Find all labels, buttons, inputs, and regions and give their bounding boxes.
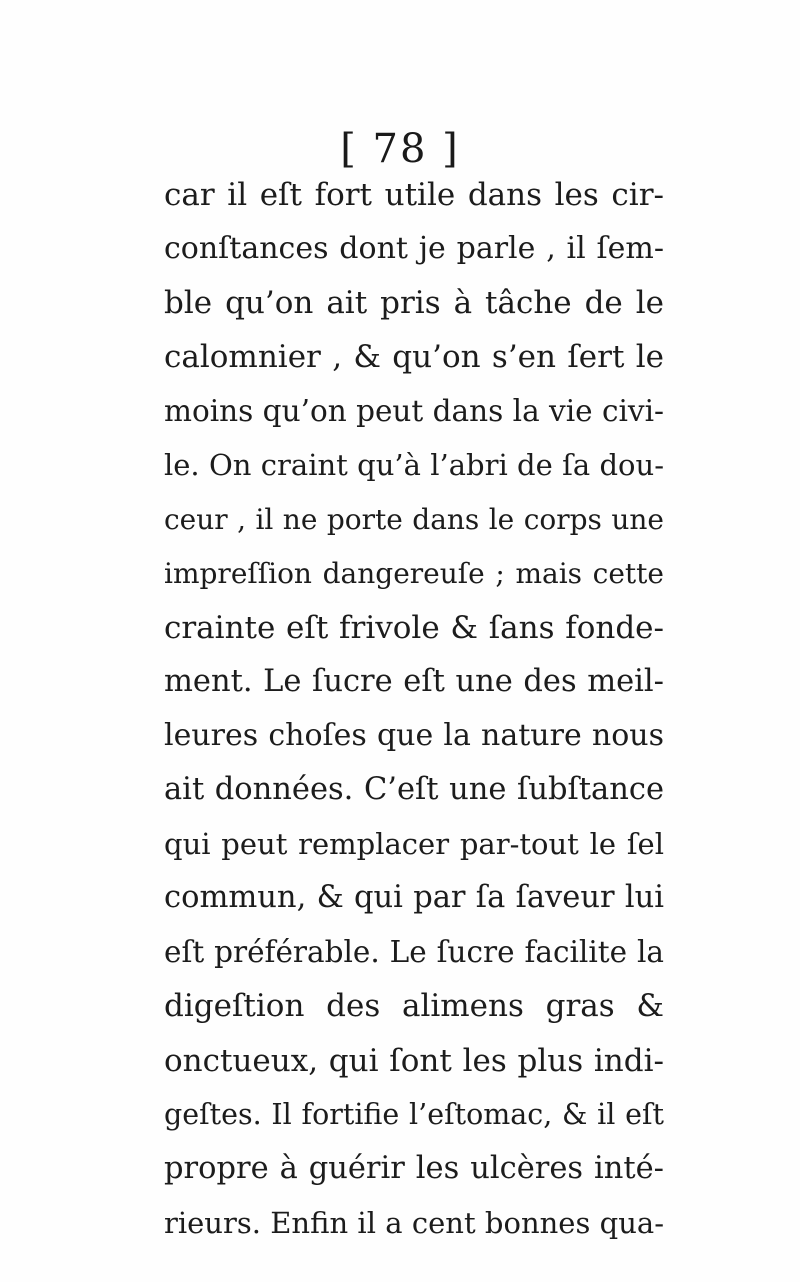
text-line: propre à guérir les ulcères inté- [164,1150,664,1186]
text-line: qui peut remplacer par-tout le ſel [164,827,664,862]
body-text [164,168,664,1250]
text-line: ait données. C’eſt une ſubſtance [164,772,664,808]
text-line: ble qu’on ait pris à tâche de le [164,285,664,322]
text-line: le. On craint qu’à l’abri de ſa dou- [164,448,664,483]
text-line: commun, & qui par ſa ſaveur lui [164,880,664,916]
text-line: conſtances dont je parle , il ſem- [164,231,664,267]
text-line: crainte eſt frivole & ſans fonde- [164,609,664,646]
text-line: moins qu’on peut dans la vie civi- [164,394,665,429]
text-line: eſt préférable. Le ſucre facilite la [164,935,664,970]
text-line: ceur , il ne porte dans le corps une [164,502,664,536]
text-line: geſtes. Il fortifie l’eſtomac, & il eſt [164,1097,664,1131]
text-line: calomnier , & qu’on s’en ſert le [164,339,664,376]
text-line: onctueux, qui ſont les plus indi- [164,1042,664,1079]
text-line: impreſſion dangereuſe ; mais cette [164,556,664,590]
text-line: digeſtion des alimens gras & [164,988,664,1025]
text-line: leures choſes que la nature nous [164,717,664,753]
text-line: rieurs. Enfin il a cent bonnes qua- [164,1205,664,1240]
text-line: ment. Le ſucre eſt une des meil- [164,663,664,699]
text-line: car il eſt fort utile dans les cir- [164,177,664,213]
page-number: [ 78 ] [340,126,460,172]
